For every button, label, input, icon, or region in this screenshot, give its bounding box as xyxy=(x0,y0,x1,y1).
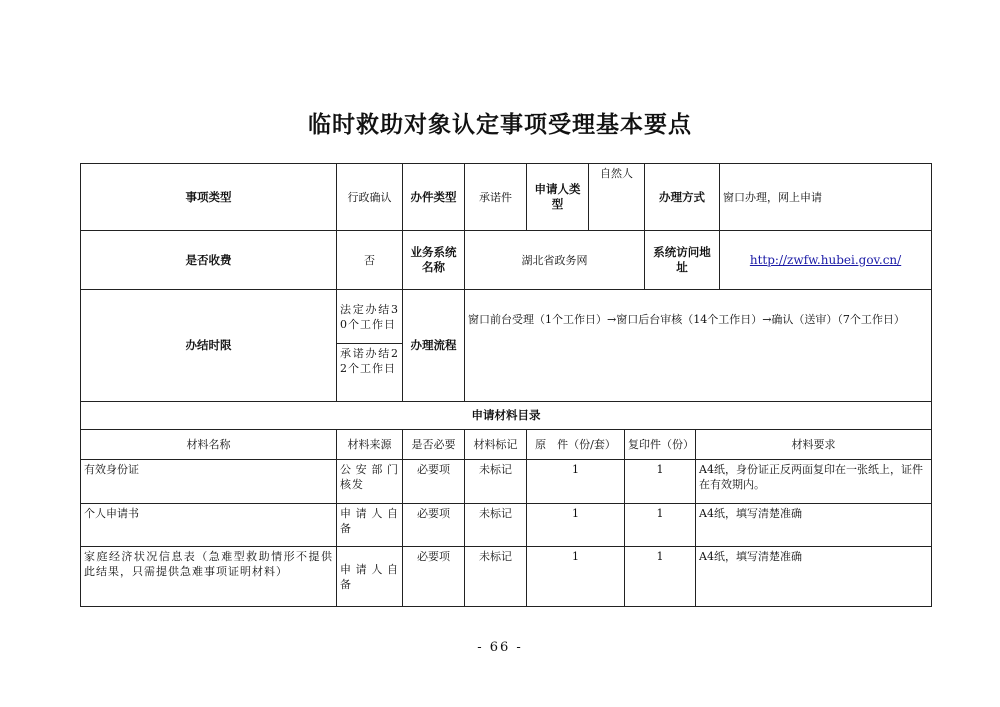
header-material-source: 材料来源 xyxy=(337,430,403,460)
system-url-label: 系统访问地址 xyxy=(645,231,720,290)
system-url-link[interactable]: http://zwfw.hubei.gov.cn/ xyxy=(749,252,902,267)
system-url-cell xyxy=(720,231,932,290)
info-row-type xyxy=(81,164,932,231)
item-type-value: 行政确认 xyxy=(337,164,403,231)
applicant-type-value: 自然人 xyxy=(589,164,645,231)
material-source: 申请人自备 xyxy=(337,504,403,547)
info-row-limit-legal xyxy=(81,290,932,344)
handle-type-value: 承诺件 xyxy=(465,164,527,231)
handle-method-value: 窗口办理，网上申请 xyxy=(720,164,932,231)
material-requirement: A4纸，身份证正反两面复印在一张纸上，证件在有效期内。 xyxy=(696,460,932,504)
material-name: 个人申请书 xyxy=(81,504,337,547)
material-requirement: A4纸，填写清楚准确 xyxy=(696,504,932,547)
handle-type-label: 办件类型 xyxy=(403,164,465,231)
material-required: 必要项 xyxy=(403,504,465,547)
material-source: 公安部门核发 xyxy=(337,460,403,504)
material-name: 有效身份证 xyxy=(81,460,337,504)
material-original-count: 1 xyxy=(527,460,625,504)
handle-method-label: 办理方式 xyxy=(645,164,720,231)
materials-section-title: 申请材料目录 xyxy=(81,402,932,430)
material-original-count: 1 xyxy=(527,504,625,547)
material-source: 申请人自备 xyxy=(337,547,403,607)
material-name: 家庭经济状况信息表（急难型救助情形不提供此结果，只需提供急难事项证明材料） xyxy=(81,547,337,607)
material-mark: 未标记 xyxy=(465,504,527,547)
legal-time-limit: 法定办结30个工作日 xyxy=(337,290,403,344)
material-requirement: A4纸，填写清楚准确 xyxy=(696,547,932,607)
system-name-value: 湖北省政务网 xyxy=(465,231,645,290)
fee-label: 是否收费 xyxy=(81,231,337,290)
process-flow-label: 办理流程 xyxy=(403,290,465,402)
page-number: - 66 - xyxy=(477,640,523,655)
item-type-label: 事项类型 xyxy=(81,164,337,231)
header-copy: 复印件（份） xyxy=(625,430,696,460)
materials-header-row xyxy=(81,430,932,460)
material-row xyxy=(81,460,932,504)
applicant-type-label: 申请人类型 xyxy=(527,164,589,231)
fee-value: 否 xyxy=(337,231,403,290)
info-row-fee xyxy=(81,231,932,290)
header-material-mark: 材料标记 xyxy=(465,430,527,460)
header-original: 原 件（份/套） xyxy=(527,430,625,460)
promised-time-limit: 承诺办结22个工作日 xyxy=(337,344,403,402)
material-row xyxy=(81,504,932,547)
process-flow-value: 窗口前台受理（1个工作日）→窗口后台审核（14个工作日）→确认（送审）（7个工作日） xyxy=(465,290,932,402)
header-material-name: 材料名称 xyxy=(81,430,337,460)
material-copy-count: 1 xyxy=(625,504,696,547)
material-required: 必要项 xyxy=(403,460,465,504)
time-limit-label: 办结时限 xyxy=(81,290,337,402)
materials-section-row xyxy=(81,402,932,430)
requirements-table xyxy=(80,163,932,607)
material-mark: 未标记 xyxy=(465,547,527,607)
page-title: 临时救助对象认定事项受理基本要点 xyxy=(308,112,692,138)
header-requirement: 材料要求 xyxy=(696,430,932,460)
material-row xyxy=(81,547,932,607)
material-original-count: 1 xyxy=(527,547,625,607)
system-name-label: 业务系统名称 xyxy=(403,231,465,290)
material-copy-count: 1 xyxy=(625,547,696,607)
material-copy-count: 1 xyxy=(625,460,696,504)
header-required: 是否必要 xyxy=(403,430,465,460)
material-mark: 未标记 xyxy=(465,460,527,504)
material-required: 必要项 xyxy=(403,547,465,607)
